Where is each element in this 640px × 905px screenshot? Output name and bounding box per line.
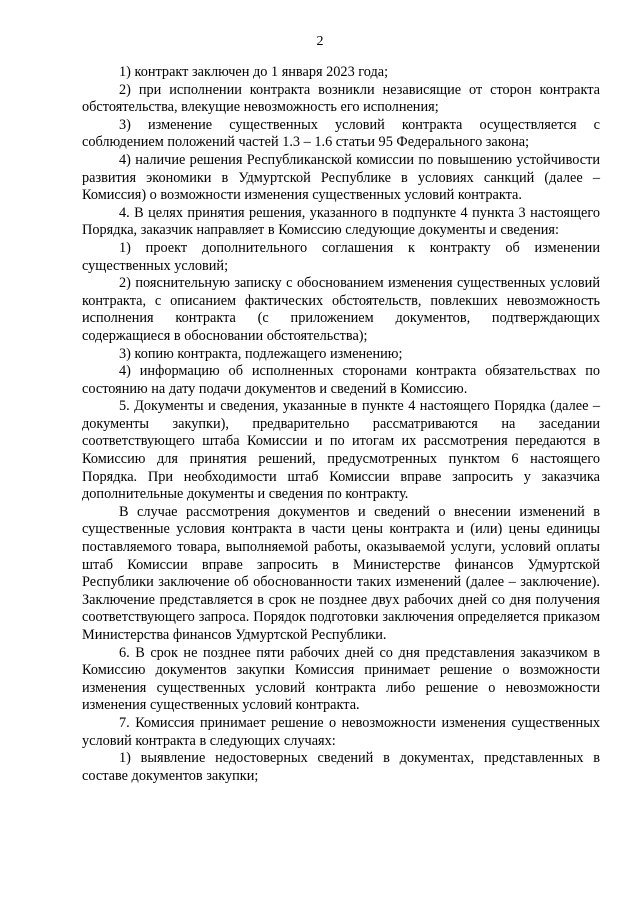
- paragraph-6: 6. В срок не позднее пяти рабочих дней со дня представления заказчиком в Комиссию документов закупки Комиссия принимает решение о возможности изменения существенных условий контракта либо решение о невозможности изменения существенных условий контракта.: [82, 644, 600, 714]
- paragraph-3-3: 3) изменение существенных условий контракта осуществляется с соблюдением положений частей 1.3 – 1.6 статьи 95 Федерального закона;: [82, 116, 600, 151]
- paragraph-7: 7. Комиссия принимает решение о невозможности изменения существенных условий контракта в следующих случаях:: [82, 714, 600, 749]
- page-number: 2: [316, 34, 324, 49]
- paragraph-7-1: 1) выявление недостоверных сведений в документах, представленных в составе документов закупки;: [82, 750, 600, 784]
- paragraph-4-4: 4) информацию об исполненных сторонами контракта обязательствах по состоянию на дату подачи документов и сведений в Комиссию.: [82, 363, 600, 397]
- document-body: [82, 64, 600, 785]
- paragraph-5-conclusion: В случае рассмотрения документов и сведений о внесении изменений в существенные условия контракта в части цены контракта и (или) цены единицы поставляемого товара, выполняемой работы, оказываемой услуги, условий оплаты штаб Комиссии вправе запросить в Министерстве финансов Удмуртской Республики заключение об обоснованности таких изменений (далее – заключение). Заключение представляется в срок не позднее двух рабочих дней со дня получения соответствующего запроса. Порядок подготовки заключения определяется приказом Министерства финансов Удмуртской Республики.: [82, 503, 600, 643]
- paragraph-5: 5. Документы и сведения, указанные в пункте 4 настоящего Порядка (далее – документы закупки), предварительно рассматриваются на заседании соответствующего штаба Комиссии и по итогам их рассмотрения передаются в Комиссию для принятия решений, предусмотренных пунктом 6 настоящего Порядка. При необходимости штаб Комиссии вправе запросить у заказчика дополнительные документы и сведения по контракту.: [82, 398, 600, 503]
- paragraph-4-2: 2) пояснительную записку с обоснованием изменения существенных условий контракта, с описанием фактических обстоятельств, повлекших невозможность исполнения контракта (с приложением документов, подтверждающих содержащиеся в обосновании обстоятельства);: [82, 275, 600, 344]
- paragraph-4: 4. В целях принятия решения, указанного в подпункте 4 пункта 3 настоящего Порядка, заказчик направляет в Комиссию следующие документы и сведения:: [82, 204, 600, 239]
- paragraph-3-4: 4) наличие решения Республиканской комиссии по повышению устойчивости развития экономики в Удмуртской Республике в условиях санкций (далее – Комиссия) о возможности изменения существенных условий контракта.: [82, 151, 600, 204]
- paragraph-4-1: 1) проект дополнительного соглашения к контракту об изменении существенных условий;: [82, 239, 600, 274]
- paragraph-3-1: 1) контракт заключен до 1 января 2023 года;: [119, 64, 389, 80]
- paragraph-4-3: 3) копию контракта, подлежащего изменению;: [119, 345, 403, 362]
- paragraph-3-2: 2) при исполнении контракта возникли независящие от сторон контракта обстоятельства, влекущие невозможность его исполнения;: [82, 81, 600, 116]
